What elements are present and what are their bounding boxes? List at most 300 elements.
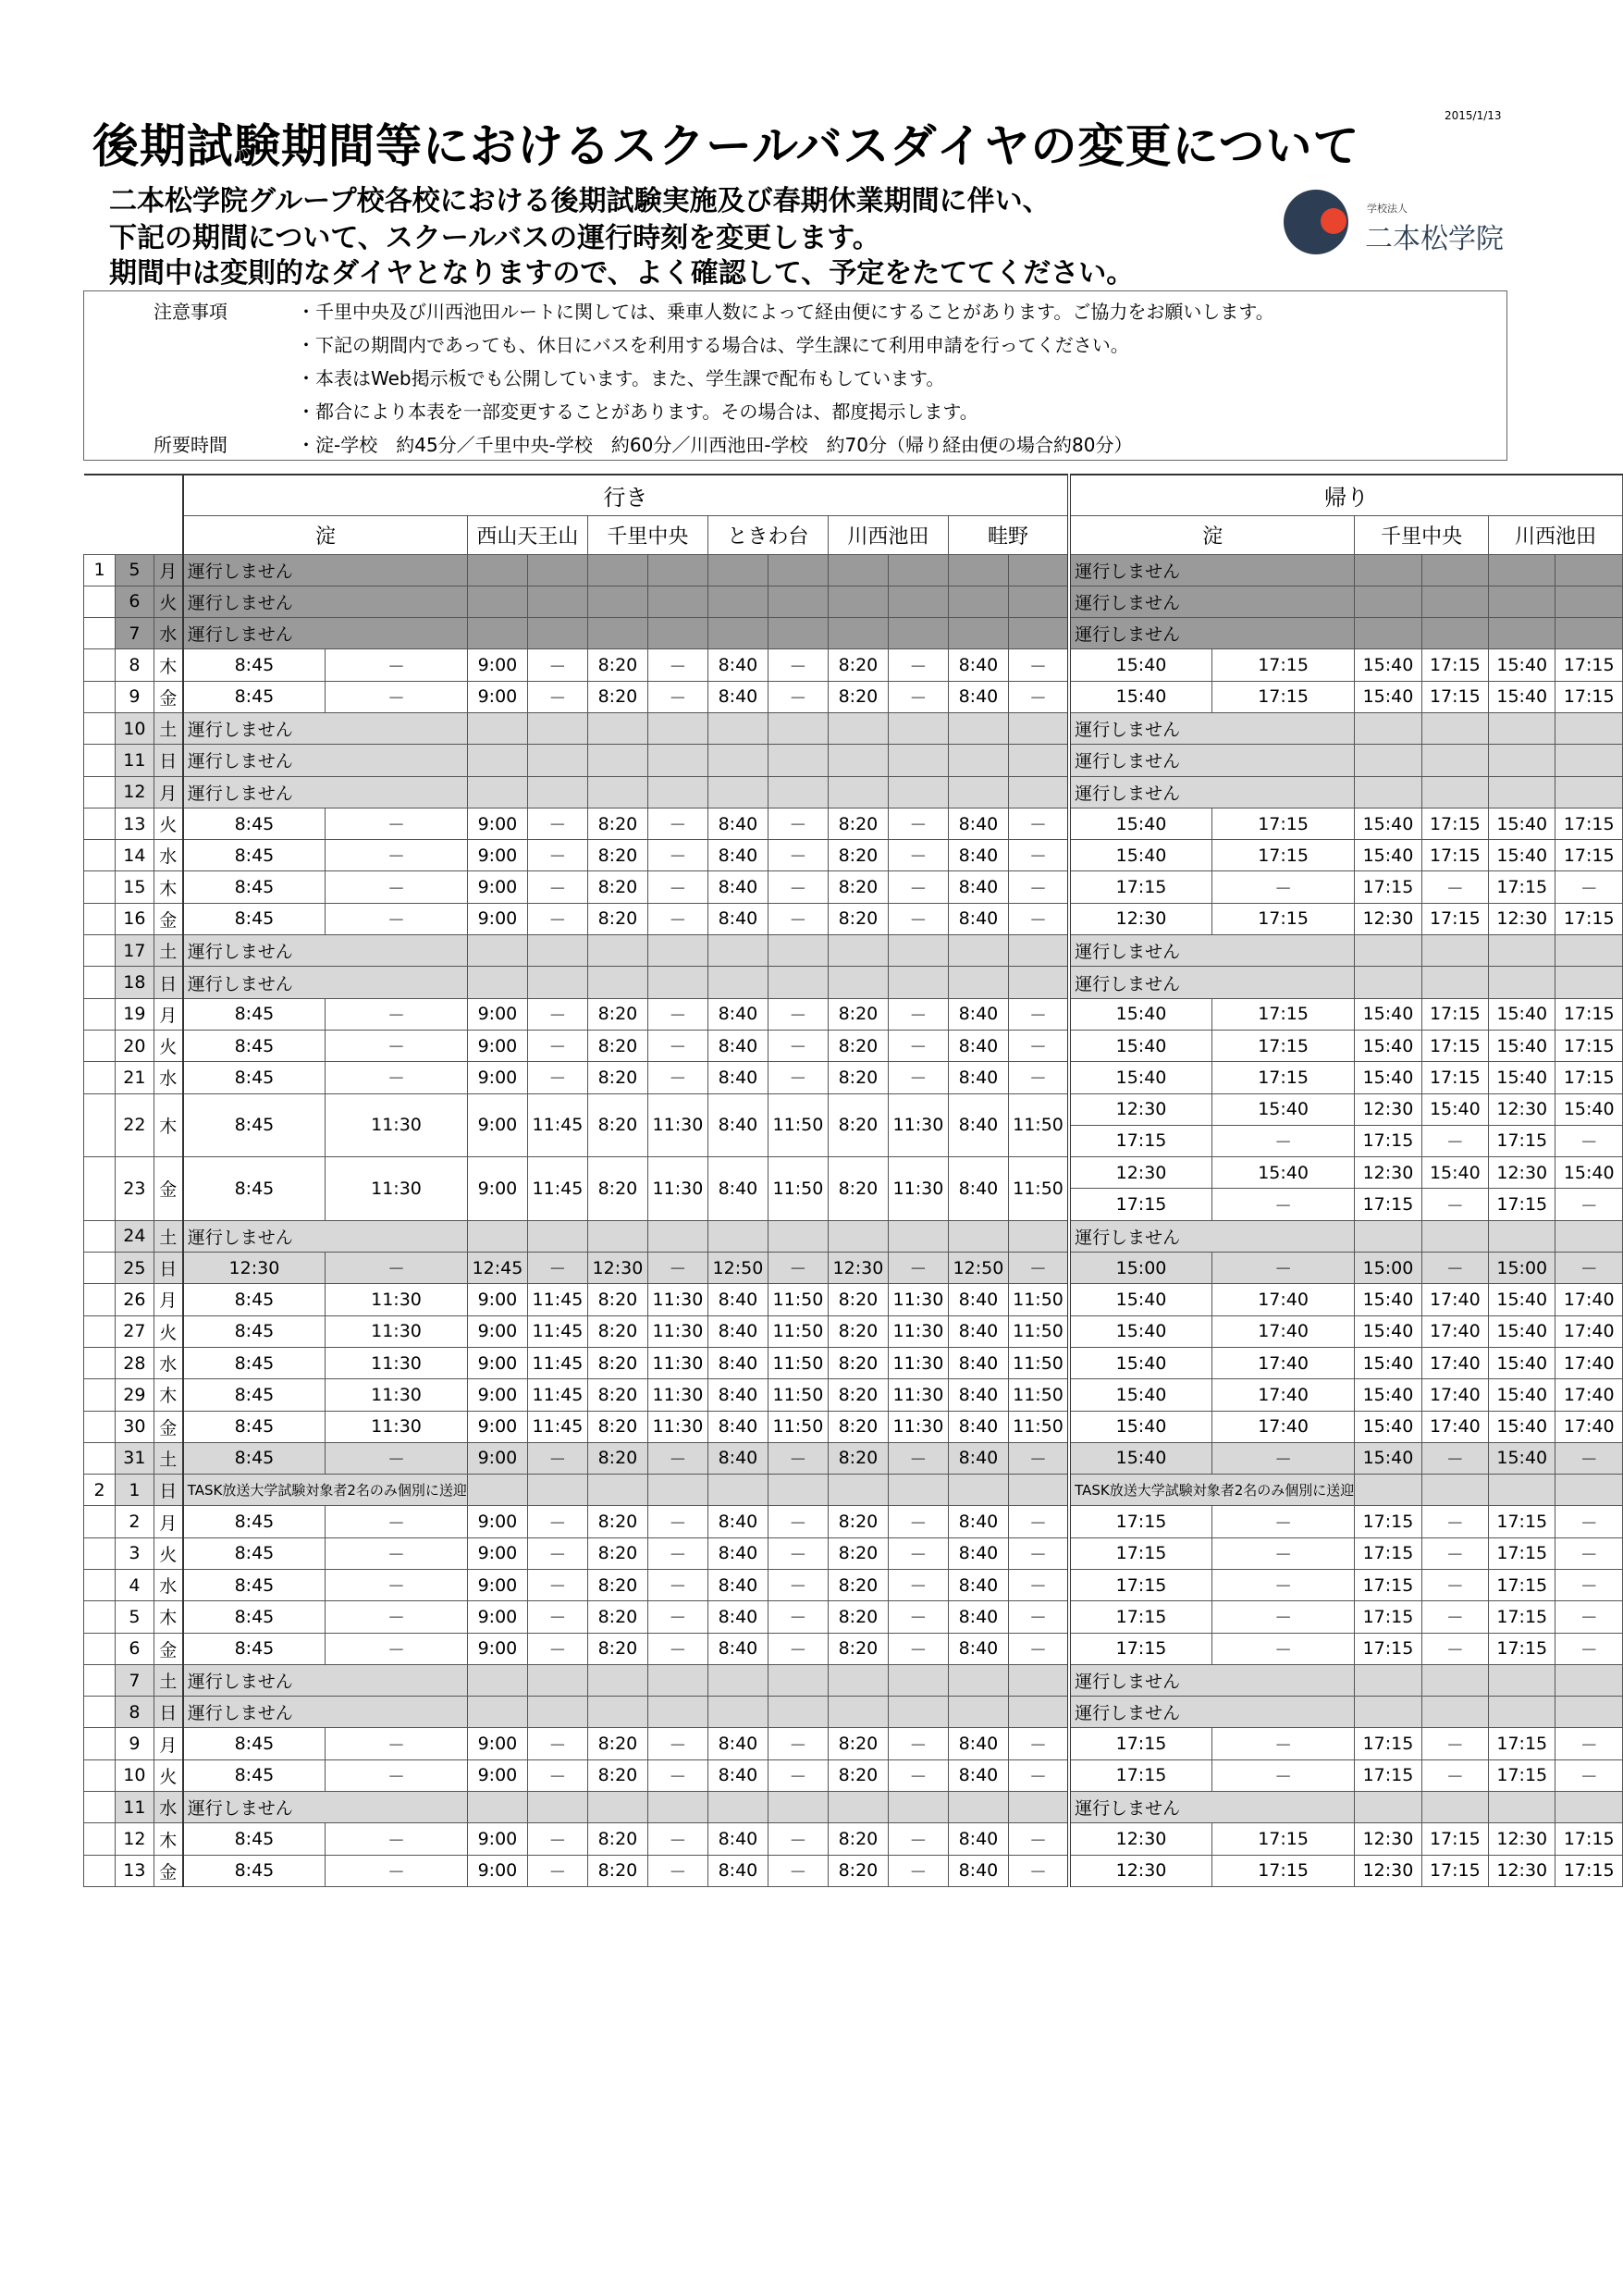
go-time-cell: 8:45 [183,1284,326,1315]
table-row [84,712,1623,744]
go-time-cell: － [527,1570,587,1601]
empty-cell [1355,967,1421,998]
table-row [84,1347,1623,1378]
table-row [84,1792,1623,1823]
table-row [84,935,1623,967]
empty-cell [1421,1664,1488,1696]
go-time-cell: 9:00 [467,1284,527,1315]
empty-cell [467,745,527,776]
return-time-cell: 15:40 [1355,1284,1421,1315]
day-cell: 29 [116,1379,154,1411]
go-time-cell: － [1008,998,1069,1030]
empty-cell [888,745,948,776]
day-cell: 6 [116,586,154,617]
return-time-cell: 15:40 [1069,1315,1211,1347]
go-time-cell: 8:20 [587,1506,647,1537]
empty-cell [1555,745,1623,776]
go-time-cell: － [1008,1570,1069,1601]
go-time-cell: 8:40 [948,1506,1008,1537]
return-time-cell: － [1555,1633,1623,1664]
return-time-cell: 17:15 [1421,649,1488,681]
go-time-cell: － [888,681,948,712]
go-time-cell: 8:40 [948,1379,1008,1411]
go-time-cell: － [768,1253,828,1284]
go-time-cell: － [888,1537,948,1569]
empty-cell [707,745,768,776]
return-time-cell: 15:40 [1421,1093,1488,1125]
go-time-cell: － [527,1823,587,1855]
notes-label: 注意事項 [154,301,227,323]
go-time-cell: － [326,681,468,712]
return-time-cell: 17:15 [1555,808,1623,839]
go-time-cell: － [1008,681,1069,712]
go-status-text: TASK放送大学試験対象者2名のみ個別に送迎 [183,1475,468,1506]
return-time-cell: 12:30 [1489,1823,1555,1855]
empty-cell [1355,935,1421,967]
empty-cell [948,554,1008,586]
empty-cell [1008,712,1069,744]
go-time-cell: 8:45 [183,1537,326,1569]
weekday-cell: 水 [154,840,183,871]
go-time-cell: 8:40 [948,808,1008,839]
go-stop-yodo: 淀 [183,515,468,554]
month-cell [84,1855,116,1886]
day-cell: 5 [116,1601,154,1633]
return-time-cell: 15:40 [1555,1093,1623,1125]
empty-cell [1008,1792,1069,1823]
go-time-cell: － [326,840,468,871]
weekday-cell: 日 [154,1475,183,1506]
go-time-cell: － [888,1759,948,1791]
return-status-text: 運行しません [1069,586,1355,617]
empty-cell [467,586,527,617]
empty-cell [768,554,828,586]
empty-cell [828,776,888,808]
go-time-cell: 9:00 [467,681,527,712]
go-time-cell: － [527,808,587,839]
month-cell [84,1442,116,1474]
month-cell [84,1157,116,1221]
empty-cell [888,1664,948,1696]
empty-cell [707,776,768,808]
empty-cell [1421,586,1488,617]
go-time-cell: 11:45 [527,1315,587,1347]
day-cell: 14 [116,840,154,871]
return-time-cell: 15:40 [1421,1157,1488,1189]
return-time-cell: 17:40 [1421,1411,1488,1442]
return-time-cell: 15:00 [1069,1253,1211,1284]
empty-cell [1489,1664,1555,1696]
logo-mark-icon [1284,190,1348,254]
day-cell: 21 [116,1062,154,1093]
go-time-cell: 11:50 [768,1315,828,1347]
table-row [84,618,1623,649]
go-time-cell: 9:00 [467,1093,527,1157]
month-cell [84,1697,116,1728]
go-time-cell: － [647,840,707,871]
return-time-cell: － [1211,1759,1354,1791]
empty-cell [1421,1697,1488,1728]
go-time-cell: － [326,1062,468,1093]
go-time-cell: － [768,1537,828,1569]
travel-time-label: 所要時間 [154,434,227,456]
empty-cell [527,967,587,998]
return-time-cell: 15:40 [1355,1062,1421,1093]
return-time-cell: 15:40 [1069,1030,1211,1061]
empty-cell [1008,1697,1069,1728]
go-time-cell: 8:20 [587,1537,647,1569]
go-time-cell: 9:00 [467,1411,527,1442]
go-time-cell: 8:45 [183,1157,326,1221]
go-time-cell: － [888,1030,948,1061]
go-status-text: 運行しません [183,1792,468,1823]
empty-cell [1355,1664,1421,1696]
empty-cell [467,776,527,808]
return-time-cell: 17:15 [1421,903,1488,934]
month-cell [84,745,116,776]
go-time-cell: 9:00 [467,1030,527,1061]
return-time-cell: 15:40 [1355,808,1421,839]
month-cell [84,1601,116,1633]
weekday-cell: 水 [154,1062,183,1093]
table-row [84,967,1623,998]
empty-cell [647,554,707,586]
go-time-cell: － [768,903,828,934]
go-time-cell: 8:20 [828,840,888,871]
go-time-cell: 8:40 [948,1570,1008,1601]
go-time-cell: 8:20 [587,871,647,903]
go-time-cell: － [888,1570,948,1601]
go-time-cell: 8:20 [828,1759,888,1791]
go-time-cell: 11:50 [1008,1315,1069,1347]
return-header: 帰り [1069,475,1622,515]
return-time-cell: 15:40 [1355,681,1421,712]
return-time-cell: 17:15 [1489,1506,1555,1537]
month-cell [84,1537,116,1569]
return-time-cell: 17:15 [1211,1030,1354,1061]
go-time-cell: － [326,998,468,1030]
go-time-cell: － [1008,1728,1069,1759]
table-row [84,1759,1623,1791]
return-time-cell: － [1211,1253,1354,1284]
go-time-cell: － [1008,649,1069,681]
go-time-cell: － [647,681,707,712]
go-time-cell: 8:20 [828,1315,888,1347]
day-cell: 26 [116,1284,154,1315]
return-time-cell: 15:40 [1069,681,1211,712]
go-time-cell: 11:50 [768,1347,828,1378]
intro-line-3: 期間中は変則的なダイヤとなりますので、よく確認して、予定をたててください。 [109,257,1135,290]
go-time-cell: － [647,1570,707,1601]
return-time-cell: － [1555,1125,1623,1156]
day-cell: 2 [116,1506,154,1537]
return-time-cell: － [1421,1506,1488,1537]
empty-cell [948,712,1008,744]
empty-cell [527,554,587,586]
go-time-cell: 11:50 [1008,1379,1069,1411]
go-time-cell: － [647,1253,707,1284]
go-time-cell: 9:00 [467,871,527,903]
go-time-cell: － [647,871,707,903]
return-time-cell: 15:40 [1211,1157,1354,1189]
go-time-cell: － [888,1253,948,1284]
go-time-cell: 11:30 [888,1411,948,1442]
return-time-cell: － [1211,1506,1354,1537]
empty-cell [1555,935,1623,967]
return-status-text: 運行しません [1069,618,1355,649]
go-stop-senri: 千里中央 [587,515,707,554]
go-time-cell: 8:40 [948,1537,1008,1569]
return-time-cell: 17:15 [1555,1855,1623,1886]
return-time-cell: 12:30 [1489,1157,1555,1189]
return-time-cell: － [1421,1442,1488,1474]
go-time-cell: 11:30 [888,1315,948,1347]
empty-cell [707,586,768,617]
month-cell [84,903,116,934]
weekday-cell: 木 [154,1093,183,1157]
return-time-cell: － [1555,1759,1623,1791]
table-row [84,1093,1623,1125]
weekday-cell: 日 [154,745,183,776]
go-time-cell: － [1008,1537,1069,1569]
return-time-cell: 17:40 [1211,1411,1354,1442]
go-time-cell: － [768,998,828,1030]
go-time-cell: 12:45 [467,1253,527,1284]
day-cell: 4 [116,1570,154,1601]
return-time-cell: 12:30 [1069,903,1211,934]
return-time-cell: 17:15 [1421,1823,1488,1855]
go-time-cell: 8:40 [707,1759,768,1791]
month-cell [84,649,116,681]
return-time-cell: 15:40 [1489,1411,1555,1442]
go-time-cell: 9:00 [467,1537,527,1569]
return-time-cell: 17:15 [1555,681,1623,712]
day-cell: 17 [116,935,154,967]
go-time-cell: － [888,871,948,903]
go-time-cell: 8:20 [828,998,888,1030]
day-cell: 27 [116,1315,154,1347]
go-time-cell: 8:20 [828,649,888,681]
empty-cell [1008,618,1069,649]
empty-cell [527,1220,587,1252]
go-time-cell: － [1008,1506,1069,1537]
go-time-cell: － [647,808,707,839]
return-time-cell: － [1211,1537,1354,1569]
return-time-cell: 12:30 [1069,1855,1211,1886]
return-time-cell: 15:00 [1355,1253,1421,1284]
go-time-cell: 8:45 [183,808,326,839]
go-time-cell: 9:00 [467,1759,527,1791]
empty-cell [647,618,707,649]
return-time-cell: 17:15 [1069,1537,1211,1569]
go-status-text: 運行しません [183,712,468,744]
go-time-cell: － [768,1759,828,1791]
return-time-cell: 17:15 [1421,681,1488,712]
return-status-text: 運行しません [1069,935,1355,967]
return-status-text: 運行しません [1069,1697,1355,1728]
bus-timetable [83,474,1623,1887]
return-time-cell: 17:15 [1211,903,1354,934]
empty-cell [888,1220,948,1252]
empty-cell [948,1792,1008,1823]
day-cell: 12 [116,776,154,808]
empty-cell [467,712,527,744]
empty-cell [888,967,948,998]
empty-cell [828,1792,888,1823]
go-time-cell: 8:20 [587,649,647,681]
return-time-cell: 17:15 [1069,1601,1211,1633]
go-time-cell: － [768,1728,828,1759]
day-cell: 7 [116,1664,154,1696]
weekday-cell: 土 [154,1220,183,1252]
empty-cell [1421,1220,1488,1252]
return-time-cell: 15:40 [1069,1442,1211,1474]
go-time-cell: 8:40 [707,1284,768,1315]
empty-cell [1555,712,1623,744]
month-cell [84,1759,116,1791]
day-cell: 9 [116,1728,154,1759]
go-time-cell: － [888,1728,948,1759]
return-time-cell: 17:15 [1069,1125,1211,1156]
return-time-cell: 17:15 [1211,681,1354,712]
empty-cell [1008,745,1069,776]
go-time-cell: － [647,1030,707,1061]
empty-cell [1421,1792,1488,1823]
weekday-cell: 火 [154,1030,183,1061]
empty-cell [587,554,647,586]
empty-cell [828,1664,888,1696]
go-time-cell: 11:30 [888,1157,948,1221]
table-row [84,1506,1623,1537]
return-time-cell: － [1555,1189,1623,1220]
go-time-cell: 8:45 [183,1633,326,1664]
go-time-cell: 8:20 [828,1823,888,1855]
return-time-cell: － [1211,1601,1354,1633]
table-row [84,649,1623,681]
go-time-cell: 8:40 [948,1728,1008,1759]
month-cell [84,871,116,903]
go-time-cell: － [768,1442,828,1474]
go-time-cell: － [527,1537,587,1569]
month-cell [84,1030,116,1061]
go-time-cell: － [647,1855,707,1886]
month-cell [84,808,116,839]
empty-cell [888,554,948,586]
empty-cell [768,967,828,998]
empty-cell [888,1792,948,1823]
empty-cell [1555,1792,1623,1823]
go-time-cell: 11:30 [888,1379,948,1411]
go-time-cell: 8:40 [707,903,768,934]
table-row [84,998,1623,1030]
return-time-cell: 17:15 [1069,1189,1211,1220]
return-time-cell: 12:30 [1355,1093,1421,1125]
go-time-cell: 8:20 [587,1030,647,1061]
empty-cell [1489,618,1555,649]
return-time-cell: 15:40 [1489,1442,1555,1474]
empty-cell [888,586,948,617]
go-time-cell: － [888,1633,948,1664]
weekday-cell: 月 [154,1284,183,1315]
go-time-cell: 11:30 [647,1157,707,1221]
go-time-cell: － [1008,1442,1069,1474]
return-time-cell: 17:40 [1421,1315,1488,1347]
return-time-cell: 17:15 [1421,998,1488,1030]
go-time-cell: 8:20 [828,1633,888,1664]
return-status-text: 運行しません [1069,745,1355,776]
return-time-cell: 17:40 [1211,1347,1354,1378]
day-cell: 12 [116,1823,154,1855]
weekday-cell: 木 [154,1601,183,1633]
return-status-text: 運行しません [1069,967,1355,998]
go-time-cell: 8:40 [707,1570,768,1601]
return-time-cell: 15:40 [1555,1157,1623,1189]
go-time-cell: － [326,1728,468,1759]
go-time-cell: 8:45 [183,1411,326,1442]
return-time-cell: 15:40 [1069,1411,1211,1442]
month-cell: 1 [84,554,116,586]
return-time-cell: 17:15 [1355,1570,1421,1601]
empty-cell [1008,1475,1069,1506]
go-time-cell: － [768,1601,828,1633]
weekday-cell: 日 [154,967,183,998]
empty-cell [1555,1697,1623,1728]
go-time-cell: 8:20 [587,998,647,1030]
table-row [84,1157,1623,1189]
return-time-cell: 15:40 [1489,808,1555,839]
return-time-cell: 17:15 [1421,840,1488,871]
table-row [84,840,1623,871]
weekday-cell: 月 [154,1506,183,1537]
return-time-cell: － [1421,871,1488,903]
go-time-cell: 8:40 [707,1506,768,1537]
go-time-cell: 8:40 [707,808,768,839]
empty-cell [768,1697,828,1728]
go-time-cell: 8:40 [707,840,768,871]
return-time-cell: 12:30 [1355,1823,1421,1855]
table-row [84,871,1623,903]
go-time-cell: － [527,840,587,871]
go-time-cell: 11:30 [647,1379,707,1411]
weekday-cell: 水 [154,1570,183,1601]
empty-cell [467,1697,527,1728]
go-time-cell: 8:20 [587,1442,647,1474]
go-time-cell: 8:20 [587,1855,647,1886]
go-time-cell: － [326,1570,468,1601]
empty-cell [828,935,888,967]
empty-cell [1489,554,1555,586]
go-time-cell: － [768,1030,828,1061]
return-status-text: 運行しません [1069,712,1355,744]
empty-cell [1489,967,1555,998]
go-time-cell: － [888,1442,948,1474]
go-time-cell: 8:45 [183,1823,326,1855]
return-time-cell: 15:40 [1489,998,1555,1030]
day-cell: 8 [116,1697,154,1728]
go-time-cell: 12:30 [828,1253,888,1284]
return-time-cell: 17:40 [1421,1379,1488,1411]
return-time-cell: 17:15 [1069,1759,1211,1791]
go-time-cell: － [768,840,828,871]
go-time-cell: － [888,1601,948,1633]
go-time-cell: 8:40 [948,998,1008,1030]
go-time-cell: 11:30 [647,1284,707,1315]
go-time-cell: 12:30 [183,1253,326,1284]
month-cell [84,1062,116,1093]
table-row [84,1823,1623,1855]
go-time-cell: 8:40 [948,1442,1008,1474]
go-time-cell: 11:50 [768,1157,828,1221]
